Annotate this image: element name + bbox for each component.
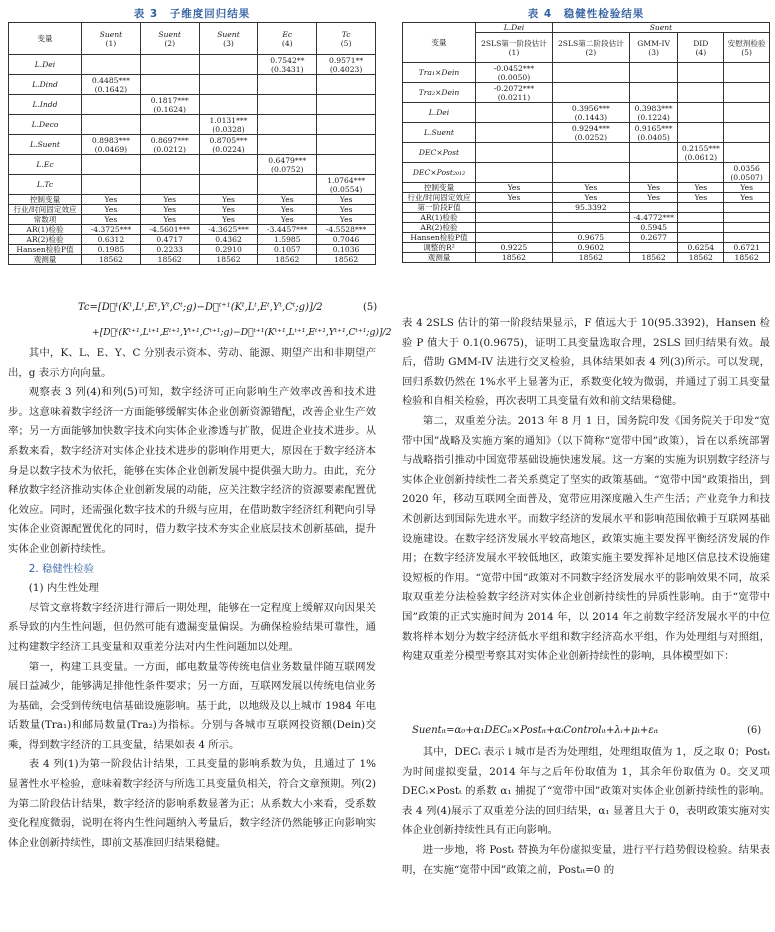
table-cell [678, 63, 724, 83]
table-cell: 0.0356 (0.0507) [724, 163, 770, 183]
row-label: AR(2)检验 [403, 223, 476, 233]
table-cell: 0.1036 [317, 245, 376, 255]
table-cell: 0.3983*** (0.1224) [629, 103, 678, 123]
table-cell [678, 213, 724, 223]
table-cell: 18562 [82, 255, 141, 265]
table-row [9, 135, 376, 155]
stats-row [9, 235, 376, 245]
table4-col-head: 2SLS第一阶段估计 (1) [476, 33, 553, 63]
table-cell [476, 123, 553, 143]
section-heading: 2. 稳健性检验 [28, 562, 94, 575]
table3-col-head: Suent (1) [82, 23, 141, 55]
table-row [9, 75, 376, 95]
table-cell: Yes [629, 193, 678, 203]
table3-head-var: 变量 [9, 23, 82, 55]
table-cell: 18562 [258, 255, 317, 265]
table-cell: Yes [82, 205, 141, 215]
table-cell [140, 115, 199, 135]
table4-col-head: 2SLS第二阶段估计 (2) [552, 33, 629, 63]
table-cell: 18562 [724, 253, 770, 263]
row-label: AR(1)检验 [9, 225, 82, 235]
table-cell: 0.2910 [199, 245, 258, 255]
table-cell [552, 83, 629, 103]
table-cell [678, 203, 724, 213]
table4-col-head: DID (4) [678, 33, 724, 63]
row-label: 行业/时间固定效应 [403, 193, 476, 203]
row-label: 行业/时间固定效应 [9, 205, 82, 215]
table-cell [678, 83, 724, 103]
table-row [9, 115, 376, 135]
stats-row [9, 225, 376, 235]
table-cell [317, 155, 376, 175]
table-cell [552, 63, 629, 83]
table-row [9, 55, 376, 75]
table-cell: 0.6312 [82, 235, 141, 245]
stats-row [403, 233, 770, 243]
row-label: L.Tc [9, 175, 82, 195]
row-label: DEC×Post₂₀₁₂ [403, 163, 476, 183]
table-cell [724, 203, 770, 213]
table-cell [629, 163, 678, 183]
stats-row [403, 223, 770, 233]
equation-5-number: (5) [363, 302, 378, 313]
table-cell: 0.3956*** (0.1443) [552, 103, 629, 123]
table-cell: 0.8697*** (0.0212) [140, 135, 199, 155]
table-cell [724, 103, 770, 123]
table-row [403, 83, 770, 103]
table-cell [476, 143, 553, 163]
table-cell [476, 103, 553, 123]
table-cell: Yes [317, 195, 376, 205]
paragraph: 表 4 列(1)为第一阶段估计结果，工具变量的影响系数为负，且通过了 1%显著性水平检验，意味着数字经济与所选工具变量负相关，符合文章预期。列(2)为第二阶段估计结果，数字经济的影响系数显著为正；从系数大小来看，受系数变化程度微弱，说明在将内生性问题纳入考量后，数字经济仍然能够正向影响实体企业创新持续性，即前文基准回归结果稳健。 [8, 758, 376, 849]
table-row [403, 143, 770, 163]
paragraph: 其中，DECᵢ 表示 i 城市是否为处理组，处理组取值为 1，反之取 0；Postₜ 为时间虚拟变量，2014 年与之后年份取值为 1，其余年份取值为 0。交叉项 DECᵢ×Postₜ 的系数 α₁ 捕捉了“宽带中国”政策对实体企业创新持续性的影响。表 4 列(4)展示了双重差分法的回归结果，α₁ 显著且大于 0，表明政策实施对实体企业创新持续性具有正向影响。 [402, 746, 770, 837]
table-cell: 0.9571** (0.4023) [317, 55, 376, 75]
paragraph: 第二，双重差分法。2013 年 8 月 1 日，国务院印发《国务院关于印发“宽带中国”战略及实施方案的通知》（以下简称“宽带中国”政策），旨在以系统部署与战略指引推动中国宽带基础设施快速发展。这一方案的实施为识别数字经济与实体企业创新持续性二者关系奠定了坚实的政策基础。“宽带中国”政策指出，到 2020 年，移动互联网全面普及，宽带应用深度融入生产生活；产业竞争力和技术创新达到国际先进水平。而数字经济的发展水平和影响范围依赖于互联网基础设施建设。在数字经济发展水平较高地区，政策实施主要发挥平衡经济发展的作用；在数字经济发展水平较低地区，政策实施主要发挥补足地区信息技术设施建设短板的作用。“宽带中国”政策对不同数字经济发展水平的影响效果不同，故采取双重差分法检验数字经济对实体企业创新持续性的异质性影响。由于“宽带中国”政策的正式实施时间为 2014 年，以 2014 年之前数字经济发展水平的中位数将样本划分为数字经济低水平组和数字经济高水平组，作为处理组与对照组，构建双重差分模型考察其对实体企业创新持续性的影响，具体模型如下： [402, 414, 770, 663]
table3 [8, 22, 376, 265]
table-cell [552, 163, 629, 183]
table-cell: 0.1985 [82, 245, 141, 255]
table-cell [140, 55, 199, 75]
stats-row [403, 213, 770, 223]
table-cell [678, 233, 724, 243]
table-cell: 0.5945 [629, 223, 678, 233]
table-cell [476, 203, 553, 213]
table-cell [258, 175, 317, 195]
left-column [8, 0, 392, 849]
table-cell: 0.4717 [140, 235, 199, 245]
table-cell [678, 103, 724, 123]
right-column [402, 0, 770, 876]
table-cell: -4.5528*** [317, 225, 376, 235]
table4-caption: 表 4 稳健性检验结果 [527, 8, 645, 20]
table-cell: Yes [629, 183, 678, 193]
table-cell: 0.9225 [476, 243, 553, 253]
table-cell [140, 155, 199, 175]
table-cell: -0.2072*** (0.0211) [476, 83, 553, 103]
table4-col-head: 安慰剂检验 (5) [724, 33, 770, 63]
table-cell [317, 115, 376, 135]
table-cell: Yes [724, 183, 770, 193]
table-cell [317, 75, 376, 95]
table-cell [140, 175, 199, 195]
table-cell [629, 83, 678, 103]
table-cell [724, 213, 770, 223]
row-label: L.Ec [9, 155, 82, 175]
table-cell: Yes [317, 205, 376, 215]
table-cell: Yes [199, 195, 258, 205]
row-label: L.Suent [403, 123, 476, 143]
table-cell: 0.6721 [724, 243, 770, 253]
table-cell: 1.5985 [258, 235, 317, 245]
row-label: Tra₂×Dein [403, 83, 476, 103]
table-cell: 0.9294*** (0.0252) [552, 123, 629, 143]
table-cell [258, 75, 317, 95]
table-cell [476, 233, 553, 243]
table3-col-head: Suent (2) [140, 23, 199, 55]
table-cell: 18562 [199, 255, 258, 265]
table-cell: Yes [140, 205, 199, 215]
table-cell [476, 223, 553, 233]
row-label: 控制变量 [9, 195, 82, 205]
table-cell: Yes [678, 193, 724, 203]
table-cell: 18562 [629, 253, 678, 263]
table-cell: 0.2155*** (0.0612) [678, 143, 724, 163]
stats-row [9, 255, 376, 265]
stats-row [9, 205, 376, 215]
table-cell [82, 155, 141, 175]
row-label: DEC×Post [403, 143, 476, 163]
table4-head-var: 变量 [403, 23, 476, 63]
paragraph: 进一步地，将 Postₜ 替换为年份虚拟变量，进行平行趋势假设检验。结果表明，在实施“宽带中国”政策之前，Postᵢₜ=0 的 [402, 843, 770, 876]
row-label: L.Suent [9, 135, 82, 155]
table-cell: Yes [199, 205, 258, 215]
table-cell: Yes [258, 215, 317, 225]
table-row [9, 155, 376, 175]
table-cell: Yes [140, 215, 199, 225]
table-cell [82, 55, 141, 75]
table-cell: 18562 [317, 255, 376, 265]
table-row [403, 63, 770, 83]
table4-col-head: GMM-IV (3) [629, 33, 678, 63]
paragraph: 第一，构建工具变量。一方面，邮电数量等传统电信业务数量伴随互联网发展日益减少，能够满足排他性条件要求；另一方面，互联网发展以传统电信业务为基础，会受到传统电信基础设施影响。基于此，以地级及以上城市 1984 年电话数量(Tra₁)和邮局数量(Tra₂)为指标。分别与各城市互联网投资额(Dein)交乘，得到数字经济的工具变量，结果如表 4 所示。 [8, 660, 376, 751]
paragraph: 其中，K、L、E、Y、C 分别表示资本、劳动、能源、期望产出和非期望产出，g 表示方向向量。 [8, 347, 376, 379]
left-body-text [8, 344, 376, 853]
table-cell: 18562 [552, 253, 629, 263]
table-cell: Yes [724, 193, 770, 203]
table-cell [199, 75, 258, 95]
table-cell: 0.2677 [629, 233, 678, 243]
table-row [403, 103, 770, 123]
row-label: 第一阶段F值 [403, 203, 476, 213]
table-cell: Yes [678, 183, 724, 193]
table-cell [199, 175, 258, 195]
row-label: L.Dei [9, 55, 82, 75]
table-cell [724, 223, 770, 233]
table-cell: Yes [82, 215, 141, 225]
table4-group-head: L.Dei [476, 23, 553, 33]
table-cell [258, 115, 317, 135]
table-cell: -4.3625*** [199, 225, 258, 235]
table-cell: 18562 [678, 253, 724, 263]
equation-6-number: (6) [747, 725, 762, 736]
table-cell: Yes [258, 205, 317, 215]
table3-col-head: Ec (4) [258, 23, 317, 55]
table-cell [317, 135, 376, 155]
paragraph: 表 4 2SLS 估计的第一阶段结果显示，F 值远大于 10(95.3392)，Hansen 检验 P 值大于 0.1(0.9675)，证明工具变量选取合理，2SLS 回归结果有效。最后，借助 GMM-IV 法进行交叉检验，具体结果如表 4 列(3)所示。可以发现，回归系数仍然在 1%水平上显著为正，系数变化较为微弱，并通过了弱工具变量检验和自相关检验，再次表明工具变量有效和前文结果稳健。 [402, 317, 770, 408]
table-cell [629, 63, 678, 83]
row-label: 常数项 [9, 215, 82, 225]
table-cell: 0.2233 [140, 245, 199, 255]
table-cell [629, 143, 678, 163]
table-cell: -4.4772*** [629, 213, 678, 223]
table-cell: Yes [476, 183, 553, 193]
table-cell [724, 143, 770, 163]
row-label: L.Deco [9, 115, 82, 135]
subsection-heading: (1) 内生性处理 [28, 582, 99, 595]
table-cell [724, 83, 770, 103]
table-cell: -0.0452*** (0.0050) [476, 63, 553, 83]
table-row [9, 95, 376, 115]
table-cell: Yes [476, 193, 553, 203]
table-cell [82, 175, 141, 195]
table-cell [724, 123, 770, 143]
equation-5-line2: +[D⃗ᵗ(Kᵗ⁺¹,Lᵗ⁺¹,Eᵗ⁺¹,Yᵗ⁺¹,Cᵗ⁺¹;g)−D⃗ᵗ⁺¹(Kᵗ⁺¹,Lᵗ⁺¹,Eᵗ⁺¹,Yᵗ⁺¹,Cᵗ⁺¹;g)]/2 [92, 327, 392, 338]
table3-col-head: Suent (3) [199, 23, 258, 55]
table-cell [199, 95, 258, 115]
stats-row [403, 183, 770, 193]
table-cell: 1.0764*** (0.0554) [317, 175, 376, 195]
right-body-text-2 [402, 743, 770, 880]
table-cell: 0.9165*** (0.0405) [629, 123, 678, 143]
table-cell [82, 115, 141, 135]
right-body-text-1 [402, 314, 770, 667]
table-cell [678, 163, 724, 183]
table-cell: 0.9602 [552, 243, 629, 253]
table-cell [724, 63, 770, 83]
paragraph: 尽管文章将数字经济进行滞后一期处理，能够在一定程度上缓解双向因果关系导致的内生性问题，但仍然可能有遗漏变量偏误。为确保检验结果可靠性，通过构建数字经济工具变量和双重差分法对内生性问题加以处理。 [8, 601, 376, 653]
table-cell: 18562 [140, 255, 199, 265]
table-cell: 0.9675 [552, 233, 629, 243]
equation-5-line1: Tc=[D⃗ᵗ(Kᵗ,Lᵗ,Eᵗ,Yᵗ,Cᵗ;g)−D⃗ᵗ⁺¹(Kᵗ,Lᵗ,Eᵗ,Yᵗ,Cᵗ;g)]/2 [78, 302, 323, 313]
row-label: L.Indd [9, 95, 82, 115]
row-label: L.Dei [403, 103, 476, 123]
table-cell [629, 203, 678, 213]
row-label: Hansen检验P值 [403, 233, 476, 243]
table-row [9, 175, 376, 195]
table-row [403, 163, 770, 183]
table-cell [678, 223, 724, 233]
table4 [402, 22, 770, 263]
stats-row [403, 193, 770, 203]
paragraph: 观察表 3 列(4)和列(5)可知，数字经济可正向影响生产效率改善和技术进步。这意味着数字经济一方面能够缓解实体企业创新资源错配，改善企业生产效率；另一方面能够加快数字技术向实体企业渗透与扩散，促进企业技术进步。从系数来看，数字经济对实体企业技术进步的影响作用更大，原因在于数字经济本身是以数字技术为依托，能够在实体企业创新发展中提供强大助力。由此，充分释放数字经济推动实体企业创新发展的动能，应关注数字经济的资源要素配置优化效应。同时，还需强化数字技术的升级与应用，在借助数字经济红利靶向引导实体企业资源配置优化的同时，借力数字技术夯实企业底层技术创新基础，提升实体企业创新持续性。 [8, 386, 376, 555]
stats-row [403, 203, 770, 213]
table-cell: 0.4362 [199, 235, 258, 245]
table-cell [724, 233, 770, 243]
table-cell: 0.6479*** (0.0752) [258, 155, 317, 175]
table-cell [552, 213, 629, 223]
table-cell: 0.4485*** (0.1642) [82, 75, 141, 95]
table-cell: 0.6254 [678, 243, 724, 253]
table-cell: Yes [199, 215, 258, 225]
row-label: Hansen检验P值 [9, 245, 82, 255]
stats-row [9, 245, 376, 255]
table-cell: -3.4457*** [258, 225, 317, 235]
table-cell: Yes [82, 195, 141, 205]
row-label: 观测量 [9, 255, 82, 265]
table-cell: Yes [140, 195, 199, 205]
stats-row [9, 215, 376, 225]
table-cell: 1.0131*** (0.0328) [199, 115, 258, 135]
table-cell [476, 213, 553, 223]
table-cell: 0.8705*** (0.0224) [199, 135, 258, 155]
table-cell [629, 243, 678, 253]
equation-6: Suentᵢₜ=α₀+α₁DECᵢₜ×Postᵢₜ+αᵢControlᵢₜ+λᵢ+μₜ+εᵢₜ [412, 725, 659, 736]
table-cell: 0.7542** (0.3431) [258, 55, 317, 75]
table-cell [552, 143, 629, 163]
table-cell: 18562 [476, 253, 553, 263]
table-cell [476, 163, 553, 183]
table-cell [258, 95, 317, 115]
table-cell: Yes [552, 183, 629, 193]
table-cell [552, 223, 629, 233]
table-cell: Yes [552, 193, 629, 203]
table-cell [678, 123, 724, 143]
row-label: 观测量 [403, 253, 476, 263]
table-cell: Yes [258, 195, 317, 205]
row-label: AR(2)检验 [9, 235, 82, 245]
table-cell [199, 155, 258, 175]
table-cell [199, 55, 258, 75]
stats-row [403, 253, 770, 263]
table-cell: 0.1817*** (0.1624) [140, 95, 199, 115]
table3-caption: 表 3 子维度回归结果 [133, 8, 251, 20]
table-cell: Yes [317, 215, 376, 225]
stats-row [403, 243, 770, 253]
row-label: Tra₁×Dein [403, 63, 476, 83]
table-cell [317, 95, 376, 115]
table-cell: -4.3725*** [82, 225, 141, 235]
table-cell: 0.8983*** (0.0469) [82, 135, 141, 155]
row-label: AR(1)检验 [403, 213, 476, 223]
table-row [403, 123, 770, 143]
table-cell [258, 135, 317, 155]
stats-row [9, 195, 376, 205]
table-cell: -4.5601*** [140, 225, 199, 235]
row-label: 控制变量 [403, 183, 476, 193]
table-cell [82, 95, 141, 115]
row-label: L.Dind [9, 75, 82, 95]
table4-group-head: Suent [552, 23, 769, 33]
table-cell [140, 75, 199, 95]
table-cell: 0.7046 [317, 235, 376, 245]
row-label: 调整的R² [403, 243, 476, 253]
table-cell: 0.1057 [258, 245, 317, 255]
table3-col-head: Tc (5) [317, 23, 376, 55]
table-cell: 95.3392 [552, 203, 629, 213]
